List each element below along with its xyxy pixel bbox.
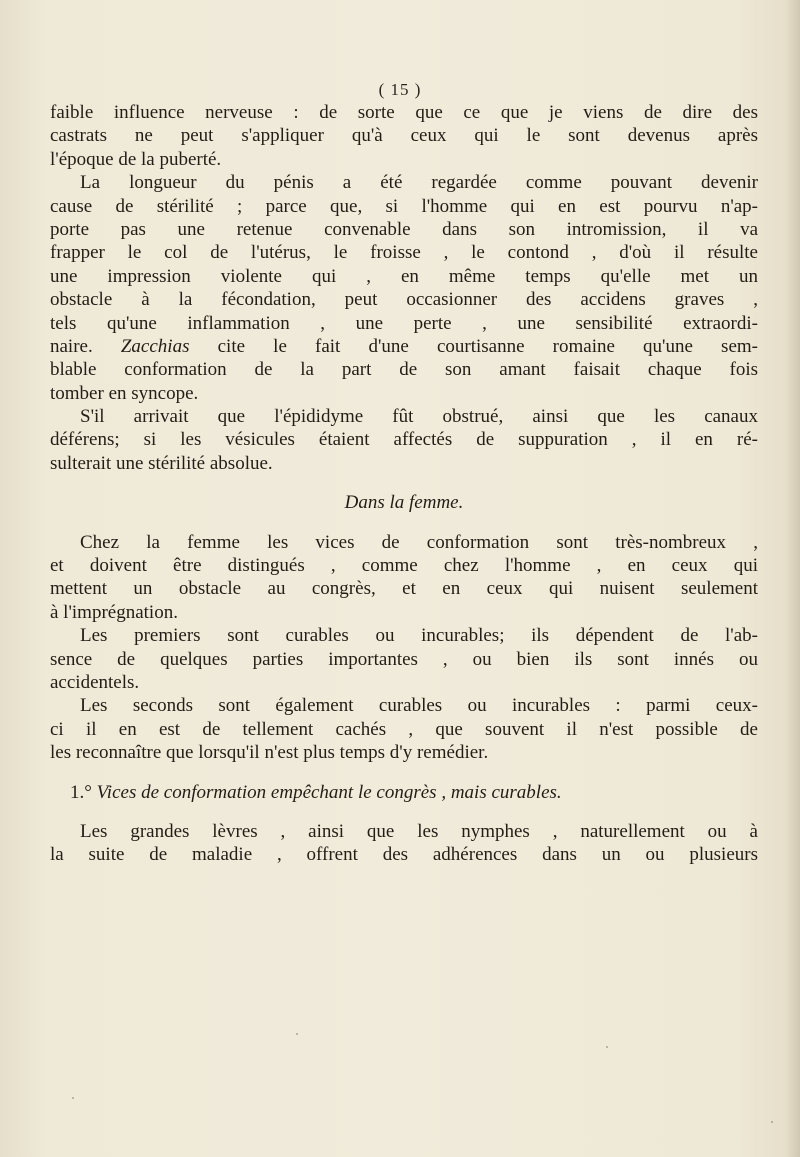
text-line: cause de stérilité ; parce que, si l'homme qui en est pourvu n'ap- [50,195,758,217]
text-line: sence de quelques parties importantes , ou bien ils sont innés ou [50,648,758,670]
text-line: faible influence nerveuse : de sorte que ce que je viens de dire des [50,102,758,123]
text-line: Les grandes lèvres , ainsi que les nymphes , naturellement ou à [80,820,758,842]
text-line: porte pas une retenue convenable dans son intromission, il va [50,218,758,240]
paper-speck [72,1097,74,1099]
text-line: Les seconds sont également curables ou incurables : parmi ceux- [80,695,758,717]
text-line-mixed [50,335,758,358]
text-line: mettent un obstacle au congrès, et en ceux qui nuisent seulement [50,578,758,600]
text-line: tomber en syncope. [50,382,199,404]
paragraph [50,820,758,867]
subsection-title: Vices de conformation empêchant le congrès , mais curables. [96,781,562,803]
text-line: accidentels. [50,671,140,693]
text-line: sulterait une stérilité absolue. [50,452,273,474]
paragraph [50,171,758,405]
text-line: castrats ne peut s'appliquer qu'à ceux qui le sont devenus après [50,125,758,147]
text-line: l'époque de la puberté. [50,148,222,170]
subsection-number: 1.° [70,781,92,803]
text-line: déférens; si les vésicules étaient affectés de suppuration , il en ré- [50,429,758,451]
text-line: une impression violente qui , en même temps qu'elle met un [50,265,758,287]
text-line: frapper le col de l'utérus, le froisse , le contond , d'où il résulte [50,242,758,264]
paragraph [50,405,758,475]
text-line: les reconnaître que lorsqu'il n'est plus temps d'y remédier. [50,742,489,764]
subsection-heading [50,781,758,804]
text-line: tels qu'une inflammation , une perte , une sensibilité extraordi- [50,312,758,334]
text-line: Chez la femme les vices de conformation sont très-nombreux , [80,531,758,553]
paper-speck [296,1033,298,1035]
text-line: ci il en est de tellement cachés , que souvent il n'est possible de [50,718,758,740]
paragraph [50,694,758,764]
body-text [50,101,758,867]
paper-speck [771,1121,773,1123]
text-run: cite le fait d'une courtisanne romaine qu'une sem- [189,335,758,357]
text-line: obstacle à la fécondation, peut occasionner des accidens graves , [50,289,758,311]
text-line: Les premiers sont curables ou incurables; ils dépendent de l'ab- [80,625,758,647]
author-name: Zacchias [120,335,190,357]
paragraph [50,531,758,625]
text-line: blable conformation de la part de son amant faisait chaque fois [50,359,758,381]
text-line: S'il arrivait que l'épididyme fût obstrué, ainsi que les canaux [80,406,758,428]
paragraph [50,624,758,694]
text-run: naire. [50,335,121,357]
text-line: La longueur du pénis a été regardée comme pouvant devenir [80,172,758,194]
section-heading: Dans la femme. [344,492,464,514]
text-line: la suite de maladie , offrent des adhérences dans un ou plusieurs [50,844,758,866]
text-line: à l'imprégnation. [50,601,178,623]
paper-speck [606,1046,608,1048]
page-edge-shadow [786,0,800,1157]
paragraph [50,101,758,171]
page-number: ( 15 ) [378,80,422,99]
text-line: et doivent être distingués , comme chez l'homme , en ceux qui [50,555,758,577]
